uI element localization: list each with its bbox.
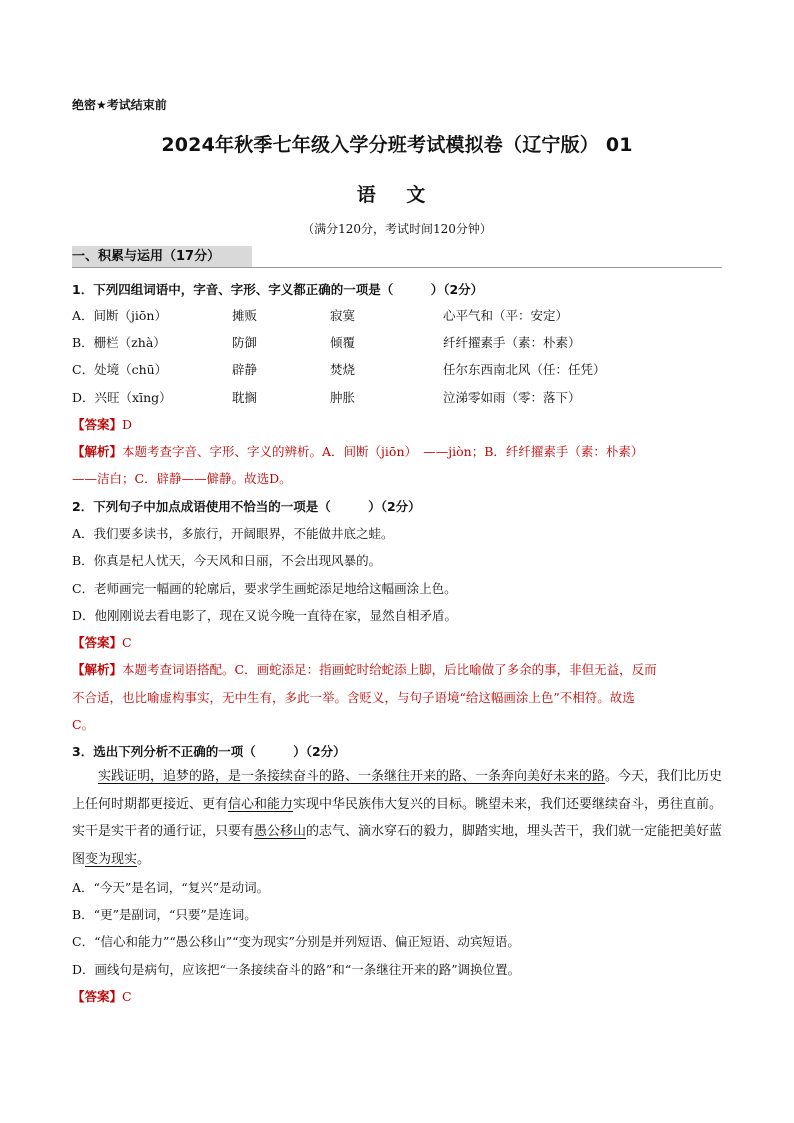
q1-option-b-c3: 倾覆	[330, 335, 356, 350]
q1-analysis-line-2: ——洁白；C．辟静——僻静。故选D。	[72, 471, 292, 486]
section-heading: 一、积累与运用（17分）	[72, 246, 252, 268]
q3-option-c: C．“信心和能力”“愚公移山”“变为现实”分别是并列短语、偏正短语、动宾短语。	[72, 934, 520, 949]
q1-option-c-c3: 焚烧	[330, 362, 356, 377]
section-divider	[72, 267, 722, 268]
exam-info: （满分120分，考试时间120分钟）	[302, 222, 492, 236]
answer-value: C	[122, 989, 132, 1004]
q1-option-c-c2: 辟静	[232, 362, 258, 377]
q2-option-c: C．老师画完一幅画的轮廓后，要求学生画蛇添足地给这幅画涂上色。	[72, 581, 457, 596]
q1-option-b-c2: 防御	[232, 335, 258, 350]
q2-answer	[72, 633, 132, 651]
question-2-stem: 2．下列句子中加点成语使用不恰当的一项是（ ）（2分）	[72, 499, 421, 514]
analysis-tag: 【解析】	[72, 444, 123, 459]
q2-option-a: A．我们要多读书，多旅行，开阔眼界，不能做井底之蛙。	[72, 526, 394, 541]
underlined-phrase: 愚公移山	[254, 824, 307, 839]
subject-title: 语 文	[356, 184, 438, 206]
q2-analysis-line-1	[72, 660, 657, 678]
answer-value: C	[122, 635, 132, 650]
analysis-text: 本题考查字音、字形、字义的辨析。A．间断（jiōn） ——jiòn；B．纤纤擢素手（素：朴素）	[122, 444, 644, 459]
question-1-stem: 1．下列四组词语中，字音、字形、字义都正确的一项是（ ）（2分）	[72, 282, 484, 297]
answer-value: D	[122, 417, 133, 432]
q2-option-d: D．他刚刚说去看电影了，现在又说今晚一直待在家，显然自相矛盾。	[72, 608, 458, 623]
q1-option-a-c1: A．间断（jiōn）	[72, 308, 167, 323]
passage-text: 。今天，我们比历史上任何时期都更接近、更有	[72, 769, 723, 812]
q2-analysis-line-2: 不合适，也比喻虚构事实，无中生有，多此一举。含贬义，与句子语境“给这幅画涂上色”不相符。故选	[72, 690, 635, 705]
confidential-label: 绝密★考试结束前	[72, 98, 167, 112]
q1-option-b-c1: B．栅栏（zhà）	[72, 335, 166, 350]
q3-option-d: D．画线句是病句，应该把“一条接续奋斗的路”和“一条继往开来的路”调换位置。	[72, 962, 521, 977]
q1-option-d-c2: 耽搁	[232, 390, 258, 405]
q1-answer	[72, 415, 132, 433]
q3-option-a: A．“今天”是名词，“复兴”是动词。	[72, 880, 270, 895]
answer-tag: 【答案】	[72, 417, 123, 432]
passage-text: 。	[137, 851, 151, 867]
q1-option-d-c1: D．兴旺（xīng）	[72, 390, 172, 405]
q3-passage	[72, 763, 724, 873]
question-3-stem: 3．选出下列分析不正确的一项（ ）（2分）	[72, 744, 346, 759]
q1-option-d-c3: 肿胀	[330, 390, 356, 405]
q1-option-a-c2: 摊贩	[232, 308, 258, 323]
analysis-text: 本题考查词语搭配。C．画蛇添足：指画蛇时给蛇添上脚，后比喻做了多余的事，非但无益，反而	[122, 662, 657, 677]
passage-text: 实现中华民族伟大复兴的目标。眺望未来，我们还要继续奋斗，勇往直前。实干是实干者的通行证，只要有	[72, 796, 723, 839]
q1-option-a-c3: 寂寞	[330, 308, 356, 323]
underlined-phrase: 信心和能力	[228, 796, 294, 812]
page-title: 2024年秋季七年级入学分班考试模拟卷（辽宁版） 01	[161, 134, 633, 156]
q2-option-b: B．你真是杞人忧天，今天风和日丽，不会出现风暴的。	[72, 553, 382, 568]
analysis-tag: 【解析】	[72, 662, 123, 677]
underlined-phrase: 变为现实	[85, 851, 138, 867]
q3-answer	[72, 987, 132, 1005]
q2-analysis-line-3: C。	[72, 717, 95, 732]
answer-tag: 【答案】	[72, 635, 123, 650]
q1-option-b-c4: 纤纤擢素手（素：朴素）	[443, 335, 581, 350]
q3-option-b: B．“更”是副词，“只要”是连词。	[72, 907, 257, 922]
q1-option-d-c4: 泣涕零如雨（零：落下）	[443, 390, 581, 405]
answer-tag: 【答案】	[72, 989, 123, 1004]
q1-analysis-line-1	[72, 442, 643, 460]
q1-option-a-c4: 心平气和（平：安定）	[443, 308, 569, 323]
q1-option-c-c4: 任尔东西南北风（任：任凭）	[443, 362, 606, 377]
passage-text: 的志气、滴水穿石的毅力，脚踏实地，埋头苦干，我们就一定能把美好蓝图	[72, 824, 723, 867]
q1-option-c-c1: C．处境（chū）	[72, 362, 168, 377]
underlined-sentence: 实践证明，追梦的路，是一条接续奋斗的路、一条继往开来的路、一条奔向美好未来的路	[98, 769, 606, 784]
